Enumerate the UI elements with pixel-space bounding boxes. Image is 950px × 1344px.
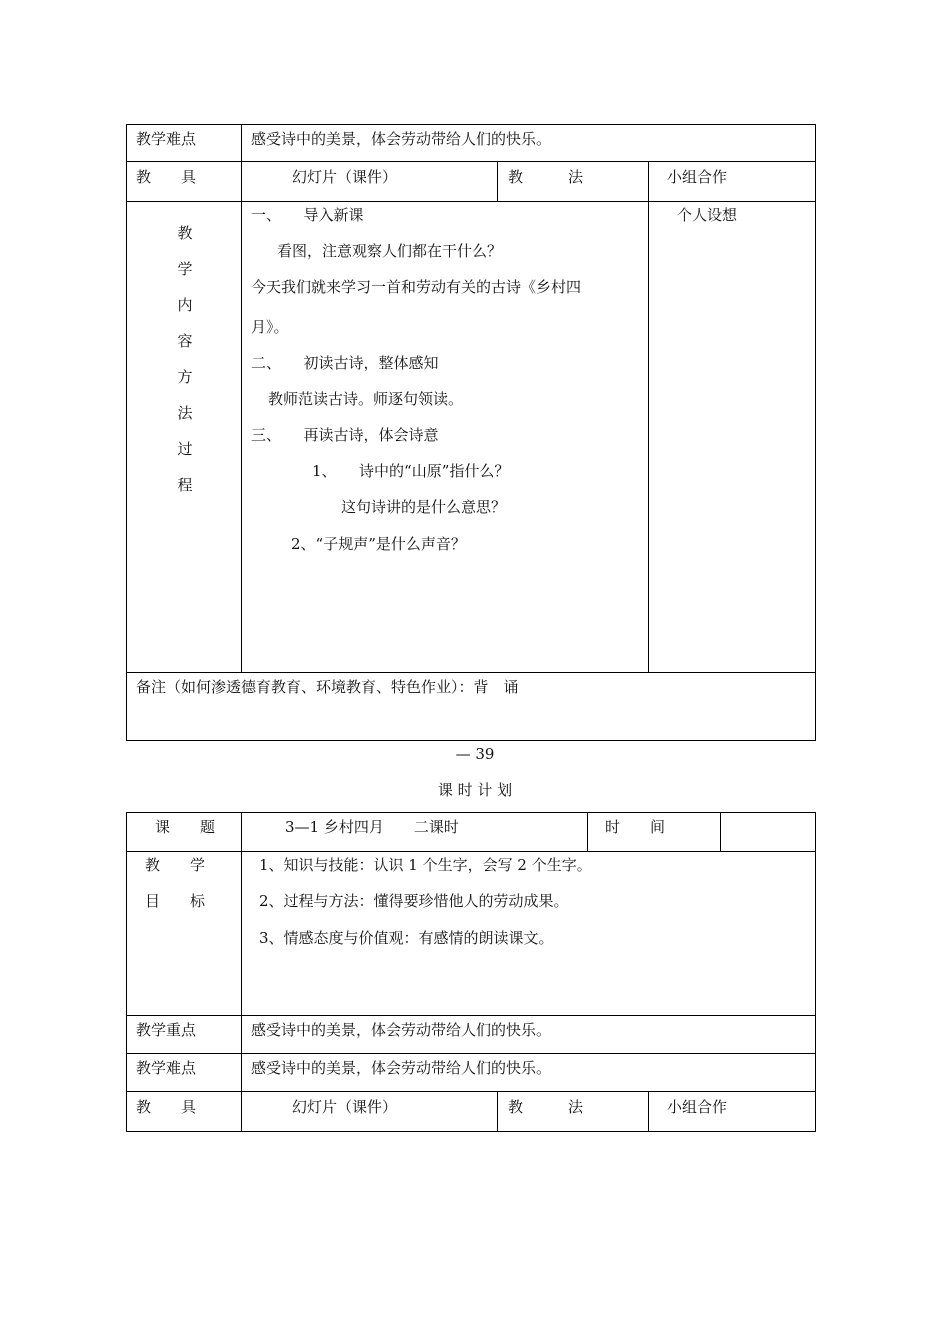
topic-label: 课 题 — [155, 818, 216, 836]
goal-label-line2: 目 标 — [145, 892, 206, 910]
process-label-char: 法 — [177, 404, 193, 422]
process-label-char: 方 — [177, 368, 193, 386]
process-label-char: 学 — [177, 260, 193, 278]
tools-value: 幻灯片（课件） — [292, 1098, 398, 1116]
process-line: 二、 初读古诗，整体感知 — [251, 354, 439, 372]
process-line: 三、 再读古诗，体会诗意 — [251, 426, 439, 444]
goal-item: 1、知识与技能：认识 1 个生字，会写 2 个生字。 — [259, 856, 592, 874]
personal-ideas-label: 个人设想 — [677, 206, 738, 224]
process-line: 2、“子规声”是什么声音？ — [291, 535, 466, 553]
process-label-char: 内 — [177, 296, 193, 314]
process-label-char: 容 — [177, 332, 193, 350]
process-line: 教师范读古诗。师逐句领读。 — [268, 390, 464, 408]
process-label-char: 程 — [177, 476, 193, 494]
process-label-char: 过 — [177, 440, 193, 458]
notes-text: 备注（如何渗透德育教育、环境教育、特色作业）：背 诵 — [136, 678, 519, 696]
process-line: 今天我们就来学习一首和劳动有关的古诗《乡村四 — [251, 278, 582, 296]
key-point-label: 教学重点 — [136, 1021, 197, 1039]
tools-label: 教 具 — [136, 1098, 197, 1116]
process-line: 这句诗讲的是什么意思？ — [341, 498, 507, 516]
tools-value: 幻灯片（课件） — [292, 168, 398, 186]
method-label: 教 法 — [508, 1098, 584, 1116]
difficulty-text: 感受诗中的美景，体会劳动带给人们的快乐。 — [251, 1059, 552, 1077]
goal-item: 2、过程与方法：懂得要珍惜他人的劳动成果。 — [259, 892, 569, 910]
time-label: 时 间 — [605, 818, 666, 836]
difficulty-label: 教学难点 — [136, 130, 197, 148]
topic-value: 3—1 乡村四月 二课时 — [285, 818, 459, 836]
goal-label-line1: 教 学 — [145, 856, 206, 874]
tools-label: 教 具 — [136, 168, 197, 186]
process-line: 看图，注意观察人们都在干什么？ — [277, 242, 503, 260]
method-label: 教 法 — [508, 168, 584, 186]
key-point-text: 感受诗中的美景，体会劳动带给人们的快乐。 — [251, 1021, 552, 1039]
process-line: 1、 诗中的“山原”指什么？ — [312, 462, 510, 480]
plan-title: 课 时 计 划 — [437, 781, 513, 799]
difficulty-label: 教学难点 — [136, 1059, 197, 1077]
page-number: — 39 — [455, 745, 495, 763]
method-value: 小组合作 — [667, 1098, 728, 1116]
process-line: 月》。 — [251, 318, 289, 336]
process-line: 一、 导入新课 — [251, 206, 364, 224]
difficulty-text: 感受诗中的美景，体会劳动带给人们的快乐。 — [251, 130, 552, 148]
method-value: 小组合作 — [667, 168, 728, 186]
goal-item: 3、情感态度与价值观：有感情的朗读课文。 — [259, 929, 554, 947]
process-label-char: 教 — [177, 224, 193, 242]
